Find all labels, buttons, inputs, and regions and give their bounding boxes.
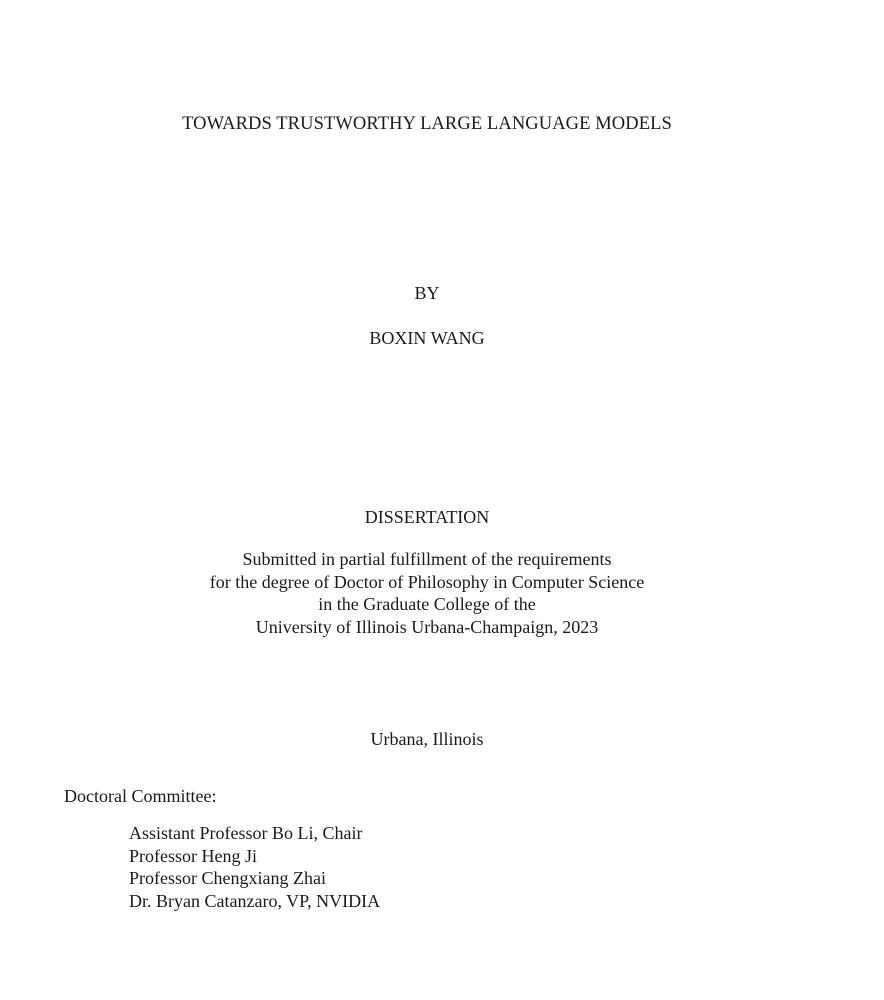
submission-line: University of Illinois Urbana-Champaign, 2023 [255, 616, 599, 637]
submission-line: for the degree of Doctor of Philosophy in Computer Science [209, 571, 645, 592]
document-type: DISSERTATION [364, 507, 490, 527]
committee-heading: Doctoral Committee: [64, 786, 217, 806]
location: Urbana, Illinois [370, 729, 484, 749]
committee-list [129, 822, 380, 912]
author-name: BOXIN WANG [369, 328, 485, 348]
submission-line: Submitted in partial fulfillment of the requirements [242, 549, 612, 569]
submission-line: in the Graduate College of the [318, 594, 536, 614]
dissertation-title: TOWARDS TRUSTWORTHY LARGE LANGUAGE MODELS [182, 114, 672, 134]
committee-member: Professor Heng Ji [129, 845, 257, 866]
committee-member: Professor Chengxiang Zhai [129, 868, 326, 889]
by-label: BY [414, 283, 440, 303]
committee-member: Assistant Professor Bo Li, Chair [129, 823, 363, 843]
submission-statement [0, 548, 854, 638]
committee-member: Dr. Bryan Catanzaro, VP, NVIDIA [129, 890, 381, 911]
